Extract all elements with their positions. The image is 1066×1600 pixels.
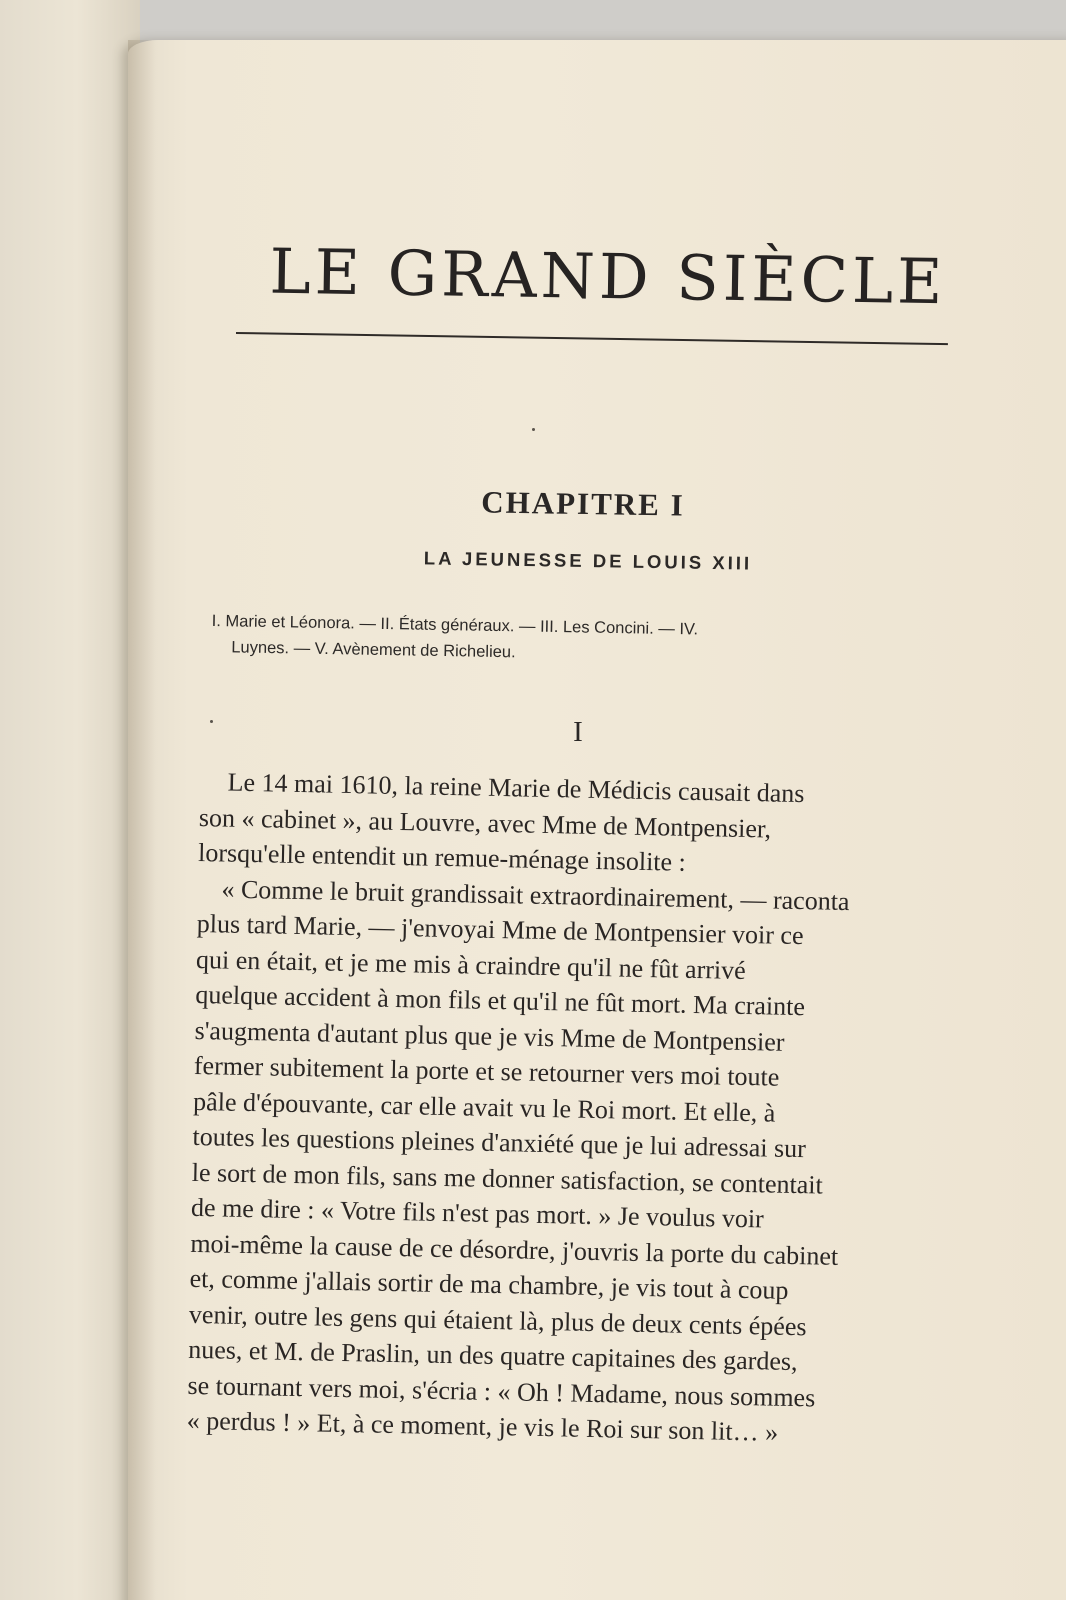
body-line: et, comme j'allais sortir de ma chambre, je vis tout à coup	[189, 1263, 789, 1305]
body-line: son « cabinet », au Louvre, avec Mme de Montpensier,	[198, 802, 772, 843]
summary-line: I. Marie et Léonora. — II. États généraux. — III. Les Concini. — IV.	[211, 611, 699, 639]
body-line: « perdus ! » Et, à ce moment, je vis le Roi sur son lit… »	[186, 1405, 779, 1447]
paper-speck	[210, 720, 213, 723]
page-gutter-shadow	[128, 40, 156, 1600]
chapter-subtitle: LA JEUNESSE DE LOUIS XIII	[423, 547, 753, 574]
body-line: plus tard Marie, — j'envoyai Mme de Montpensier voir ce	[196, 908, 804, 951]
body-line: de me dire : « Votre fils n'est pas mort. » Je voulus voir	[190, 1192, 765, 1234]
body-line: pâle d'épouvante, car elle avait vu le Roi mort. Et elle, à	[192, 1086, 776, 1128]
section-number: I	[573, 716, 583, 748]
body-line: se tournant vers moi, s'écria : « Oh ! Madame, nous sommes	[187, 1370, 816, 1412]
body-line: lorsqu'elle entendit un remue-ménage insolite :	[197, 837, 687, 877]
body-line: nues, et M. de Praslin, un des quatre capitaines des gardes,	[187, 1334, 798, 1377]
body-line: moi-même la cause de ce désordre, j'ouvris la porte du cabinet	[190, 1228, 839, 1271]
summary-line: Luynes. — V. Avènement de Richelieu.	[231, 638, 516, 662]
title-divider	[236, 332, 948, 345]
chapter-summary	[211, 608, 972, 673]
body-line: venir, outre les gens qui étaient là, plus de deux cents épées	[188, 1299, 807, 1341]
body-line: le sort de mon fils, sans me donner satisfaction, se contentait	[191, 1157, 824, 1200]
book-title: LE GRAND SIÈCLE	[269, 234, 947, 319]
body-text	[186, 764, 989, 1454]
body-line: qui en était, et je me mis à craindre qu'il ne fût arrivé	[195, 944, 747, 985]
body-line: s'augmenta d'autant plus que je vis Mme de Montpensier	[194, 1015, 785, 1057]
left-page-edge	[0, 0, 140, 1600]
body-line: Le 14 mai 1610, la reine Marie de Médicis causait dans	[227, 767, 805, 809]
paper-speck	[532, 428, 535, 431]
body-line: quelque accident à mon fils et qu'il ne fût mort. Ma crainte	[195, 979, 806, 1022]
body-line: « Comme le bruit grandissait extraordinairement, — raconta	[221, 873, 850, 916]
book-page	[128, 40, 1066, 1600]
chapter-heading: CHAPITRE I	[481, 484, 685, 523]
body-line: fermer subitement la porte et se retourner vers moi toute	[193, 1050, 780, 1092]
body-line: toutes les questions pleines d'anxiété que je lui adressai sur	[192, 1121, 807, 1164]
